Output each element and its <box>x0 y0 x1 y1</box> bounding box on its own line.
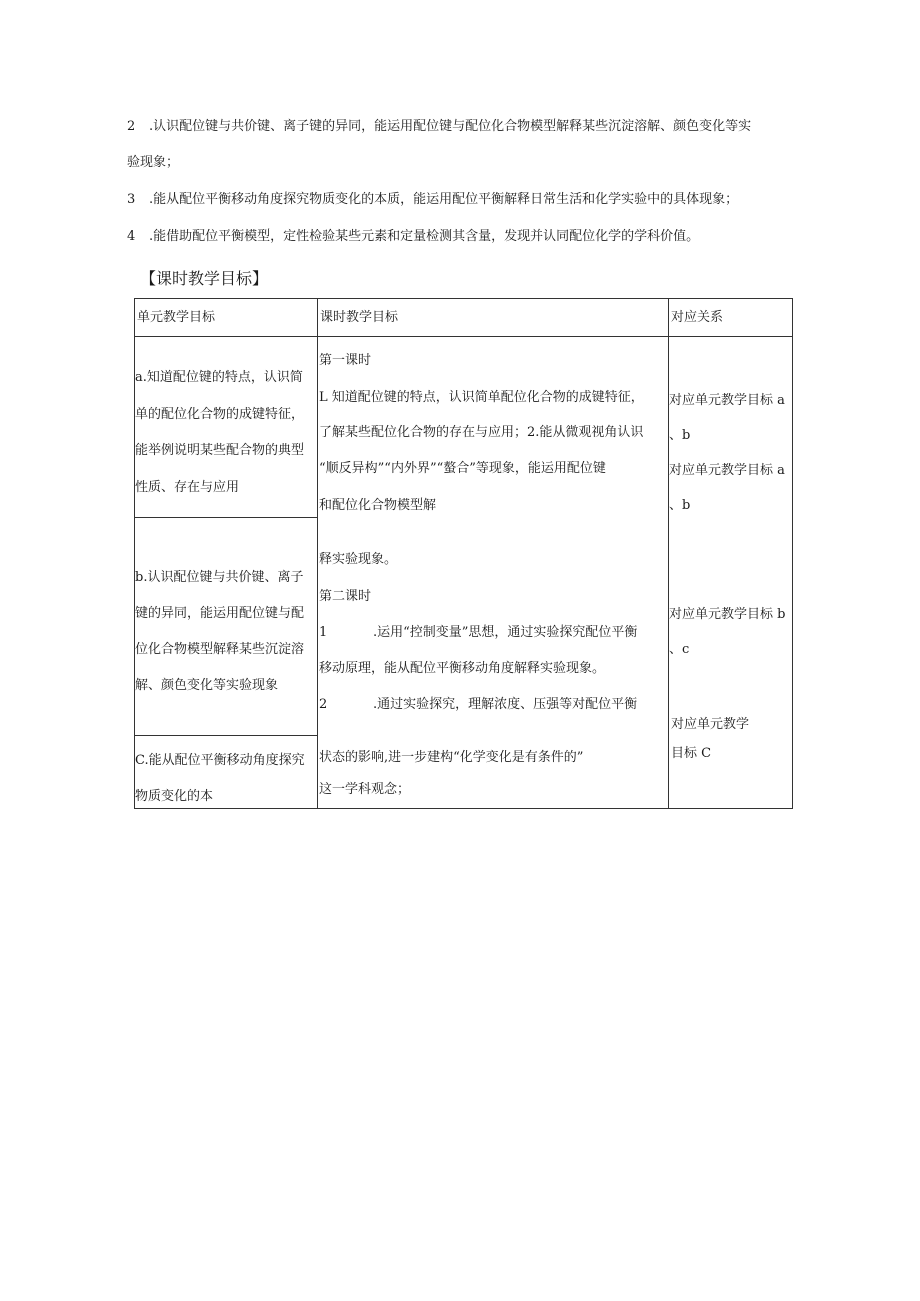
column-divider <box>668 299 669 808</box>
relation-line: 、b <box>669 428 691 443</box>
lesson1-line: 了解某些配位化合物的存在与应用；2.能从微观视角认识 <box>319 425 644 440</box>
objective-text: .认识配位键与共价键、离子键的异同，能运用配位键与配位化合物模型解释某些沉淀溶解、颜色变化等实 <box>149 119 752 134</box>
unit-goal-a-line: a.知道配位键的特点，认识简 <box>135 370 303 385</box>
header-unit-goal: 单元教学目标 <box>137 310 216 325</box>
objective-text: .能从配位平衡移动角度探究物质变化的本质，能运用配位平衡解释日常生活和化学实验中的具体现象； <box>149 192 739 207</box>
column-divider <box>317 299 318 808</box>
unit-goal-a-line: 能举例说明某些配合物的典型 <box>135 443 305 458</box>
lesson2-item-number: 2 <box>319 697 328 712</box>
objective-2-continuation <box>127 153 179 173</box>
section-title: 【课时教学目标】 <box>140 269 269 288</box>
lesson2-title: 第二课时 <box>319 589 372 604</box>
lesson1-line: L 知道配位键的特点，认识简单配位化合物的成键特征， <box>319 390 644 405</box>
lesson1-line: 释实验现象。 <box>319 552 398 567</box>
unit-goal-b-line: 键的异同，能运用配位键与配 <box>135 606 305 621</box>
lesson2-item-1 <box>319 623 637 643</box>
lesson2-item-1-continuation: 移动原理，能从配位平衡移动角度解释实验现象。 <box>319 661 606 676</box>
unit-goal-a-line: 单的配位化合物的成键特征， <box>135 407 305 422</box>
objective-4 <box>127 227 699 247</box>
relation-line: 目标 C <box>671 746 712 761</box>
relation-line: 、c <box>669 642 690 657</box>
lesson2-item-text: .通过实验探究，理解浓度、压强等对配位平衡 <box>373 697 638 712</box>
lesson2-item-2-continuation: 状态的影响,进一步建构“化学变化是有条件的” <box>319 750 584 765</box>
relation-line: 、b <box>669 498 691 513</box>
relation-line: 对应单元教学目标 b <box>669 607 786 622</box>
lesson2-item-2-continuation: 这一学科观念； <box>319 782 411 797</box>
header-relation: 对应关系 <box>671 310 724 325</box>
header-lesson-goal: 课时教学目标 <box>320 310 399 325</box>
unit-goal-c-line: 物质变化的本 <box>135 789 214 804</box>
objective-2 <box>127 117 751 137</box>
relation-line: 对应单元教学目标 a <box>669 463 785 478</box>
lesson-objectives-table <box>134 298 793 809</box>
lesson2-item-number: 1 <box>319 625 328 640</box>
row-divider <box>135 517 317 518</box>
objective-number: 2 <box>127 119 136 134</box>
lesson1-line: “顺反异构”“内外界”“螯合”等现象，能运用配位键 <box>319 461 606 476</box>
header-divider <box>135 336 792 337</box>
unit-goal-b-line: 解、颜色变化等实验现象 <box>135 678 279 693</box>
objective-3 <box>127 190 738 210</box>
relation-line: 对应单元教学 <box>671 717 750 732</box>
objective-number: 3 <box>127 192 136 207</box>
row-divider <box>135 735 317 736</box>
lesson2-item-text: .运用“控制变量”思想，通过实验探究配位平衡 <box>373 625 638 640</box>
unit-goal-b-line: b.认识配位键与共价键、离子 <box>135 570 304 585</box>
relation-line: 对应单元教学目标 a <box>669 393 785 408</box>
unit-goal-a-line: 性质、存在与应用 <box>135 480 240 495</box>
lesson1-title: 第一课时 <box>319 353 372 368</box>
objective-text: .能借助配位平衡模型，定性检验某些元素和定量检测其含量，发现并认同配位化学的学科价值。 <box>149 229 700 244</box>
unit-goal-c-line: C.能从配位平衡移动角度探究 <box>135 753 305 768</box>
lesson1-line: 和配位化合物模型解 <box>319 498 437 513</box>
objective-number: 4 <box>127 229 136 244</box>
unit-goal-b-line: 位化合物模型解释某些沉淀溶 <box>135 642 305 657</box>
objective-text: 验现象； <box>127 155 180 170</box>
lesson2-item-2 <box>319 695 637 715</box>
